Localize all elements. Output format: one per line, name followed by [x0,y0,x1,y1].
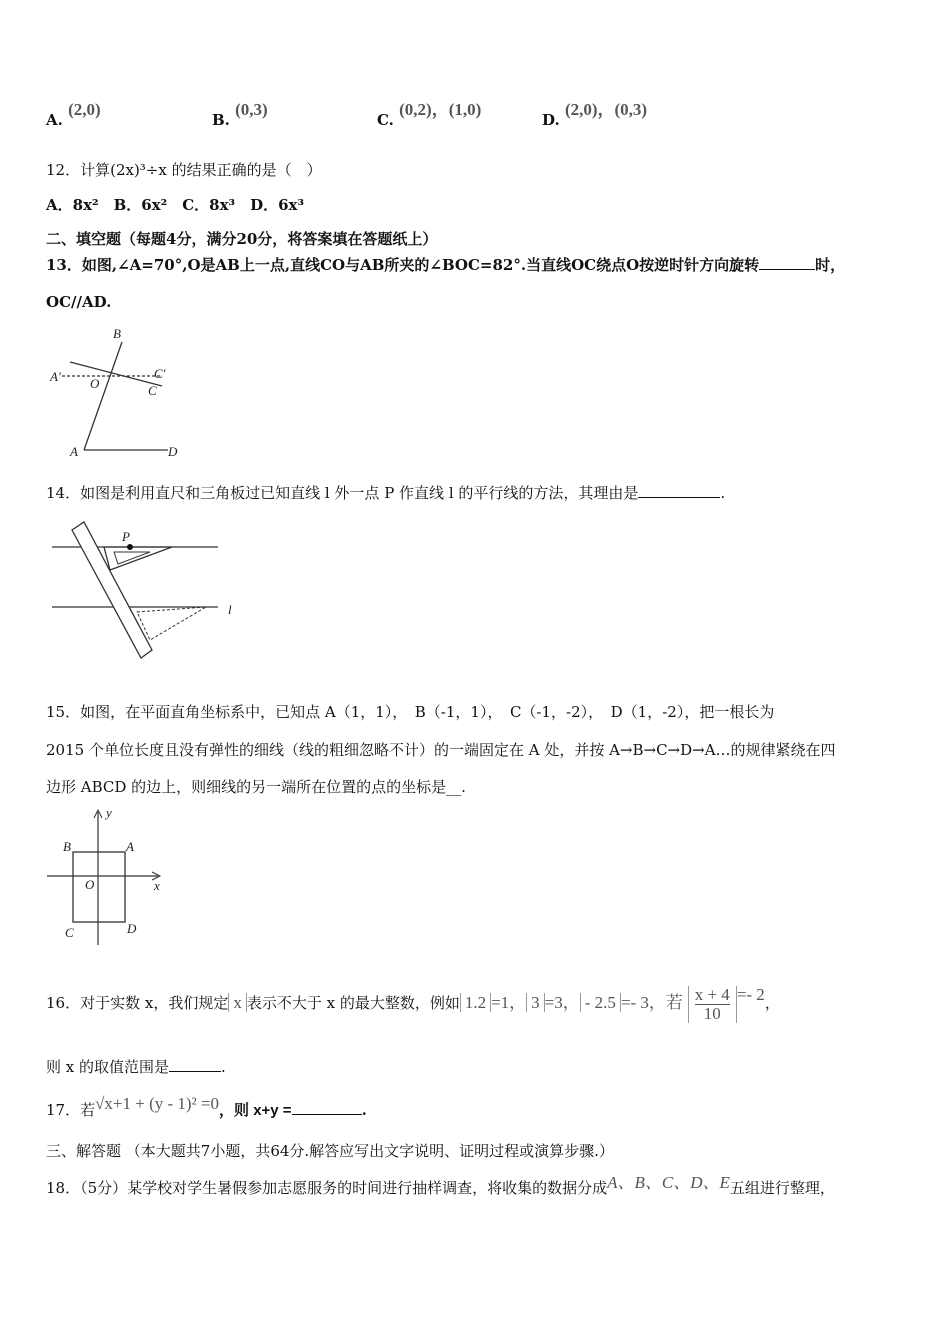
fig15-label-o: O [85,877,95,892]
q15-line3: 边形 ABCD 的边上，则细线的另一端所在位置的点的坐标是__. [46,778,466,796]
fig13-label-a: A [70,444,78,459]
fig13-label-a-prime: A' [50,369,61,384]
q13-line2: OC//AD. [46,293,112,311]
q16-line2: 则 x 的取值范围是 . [46,1058,226,1076]
fig15-label-y: y [106,805,112,820]
q18-text: 18．（5分）某学校对学生暑假参加志愿服务的时间进行抽样调查，将收集的数据分成A、B、C、D、E五组进行整理， [46,1173,835,1197]
fig15-label-c: C [65,925,74,940]
fig13-label-b: B [113,326,121,341]
q17: 17．若√x+1 + (y - 1)² =0，则 x+y = . [46,1094,367,1119]
q11-option-a: A. (2,0) [46,100,101,129]
fig13-label-d: D [168,444,178,459]
q11-option-b: B. (0,3) [212,100,268,129]
fig15-label-a: A [126,839,134,854]
fig13-label-c: C [148,383,157,398]
fig13-label-c-prime: C' [154,366,166,381]
q13-line1: 13．如图,∠A=70°,O是AB上一点,直线CO与AB所夹的∠BOC=82°.当直线OC绕点O按逆时针方向旋转 时， [46,256,846,274]
fig13-label-o: O [90,376,100,391]
q16-fraction: $\frac{x + 4}{10}$ [688,986,737,1023]
fig14-label-p: P [122,529,130,544]
q16-line1: 16．对于实数 x，我们规定 x 表示不大于 x 的最大整数，例如 1.2 =1， 3 =3， - 2.5 =- 3，若 $\frac{x + 4}{10}$ =- 2， [46,984,780,1023]
q15-line1: 15．如图，在平面直角坐标系中，已知点 A（1，1）， B（-1，1）， C（-1，-2）， D（1，-2），把一根长为 [46,703,775,721]
section-2-heading: 二、填空题（每题4分，满分20分，将答案填在答题纸上） [46,230,438,248]
q14-text: 14．如图是利用直尺和三角板过已知直线 l 外一点 P 作直线 l 的平行线的方法，其理由是 . [46,484,726,502]
q12-options: A．8x² B．6x² C．8x³ D．6x³ [46,196,305,214]
q15-line2: 2015 个单位长度且没有弹性的细线（线的粗细忽略不计）的一端固定在 A 处，并按 A→B→C→D→A…的规律紧绕在四 [46,741,836,759]
section-3-heading: 三、解答题 （本大题共7小题，共64分.解答应写出文字说明、证明过程或演算步骤.） [46,1142,614,1160]
fig15-label-x: x [154,878,160,893]
q15-figure [47,805,160,945]
q13-figure [49,326,178,459]
fig15-label-d: D [127,921,137,936]
q11-option-c: C. (0,2)，(1,0) [377,100,482,129]
q12-stem: 12．计算(2x)³÷x 的结果正确的是（ ） [46,161,322,179]
q14-figure [52,522,232,658]
fig15-label-b: B [63,839,71,854]
q11-option-d: D. (2,0)，(0,3) [542,100,648,129]
fig14-label-l: l [228,602,232,617]
